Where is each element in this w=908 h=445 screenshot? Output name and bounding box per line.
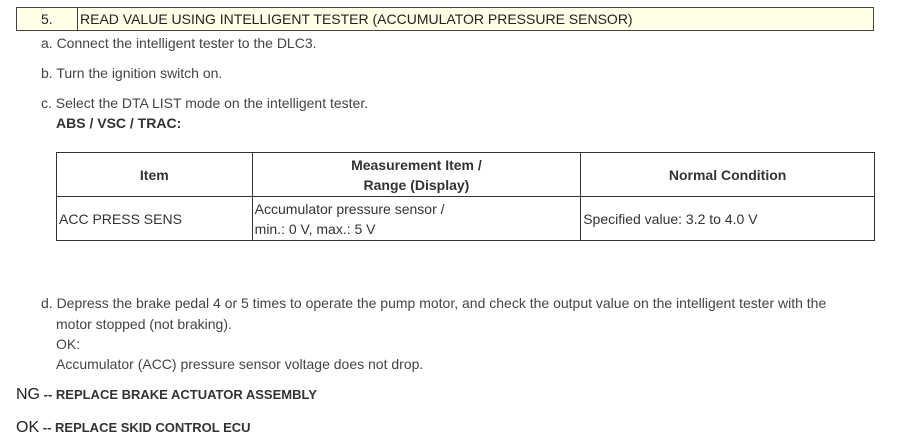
header-item: Item	[57, 153, 253, 197]
header-normal-condition: Normal Condition	[581, 153, 875, 197]
ng-code: NG	[16, 386, 40, 403]
ok-label: OK:	[56, 336, 81, 352]
ok-separator: --	[39, 420, 56, 435]
cell-measurement-line1: Accumulator pressure sensor /	[254, 200, 445, 217]
data-list-table	[56, 152, 875, 241]
instruction-c-subheading: ABS / VSC / TRAC:	[56, 115, 182, 131]
ng-result	[16, 386, 317, 404]
header-measurement	[252, 153, 581, 197]
header-measurement-line2: Range (Display)	[363, 176, 470, 193]
step-title: READ VALUE USING INTELLIGENT TESTER (ACCUMULATOR PRESSURE SENSOR)	[80, 11, 633, 27]
ok-condition-text: Accumulator (ACC) pressure sensor voltage does not drop.	[56, 356, 424, 372]
cell-normal-condition: Specified value: 3.2 to 4.0 V	[581, 197, 875, 241]
table-header-row	[57, 153, 875, 197]
table-row	[57, 197, 875, 241]
cell-measurement	[252, 197, 581, 241]
instruction-c: c. Select the DTA LIST mode on the intelligent tester.	[41, 95, 369, 111]
step-header	[16, 7, 874, 31]
ok-code: OK	[16, 419, 40, 436]
instruction-d-line2: motor stopped (not braking).	[56, 316, 232, 332]
step-number: 5.	[17, 8, 78, 30]
ok-action: REPLACE SKID CONTROL ECU	[55, 420, 251, 435]
ok-result	[16, 419, 251, 437]
instruction-a: a. Connect the intelligent tester to the DLC3.	[41, 35, 317, 51]
instruction-b: b. Turn the ignition switch on.	[41, 65, 223, 81]
instruction-d-line1: d. Depress the brake pedal 4 or 5 times to operate the pump motor, and check the output value on the intelligent tester with the	[41, 295, 827, 311]
header-measurement-line1: Measurement Item /	[351, 156, 482, 173]
ng-action: REPLACE BRAKE ACTUATOR ASSEMBLY	[55, 387, 317, 402]
cell-measurement-line2: min.: 0 V, max.: 5 V	[254, 220, 376, 237]
cell-item: ACC PRESS SENS	[57, 197, 253, 241]
ng-separator: --	[40, 387, 56, 402]
